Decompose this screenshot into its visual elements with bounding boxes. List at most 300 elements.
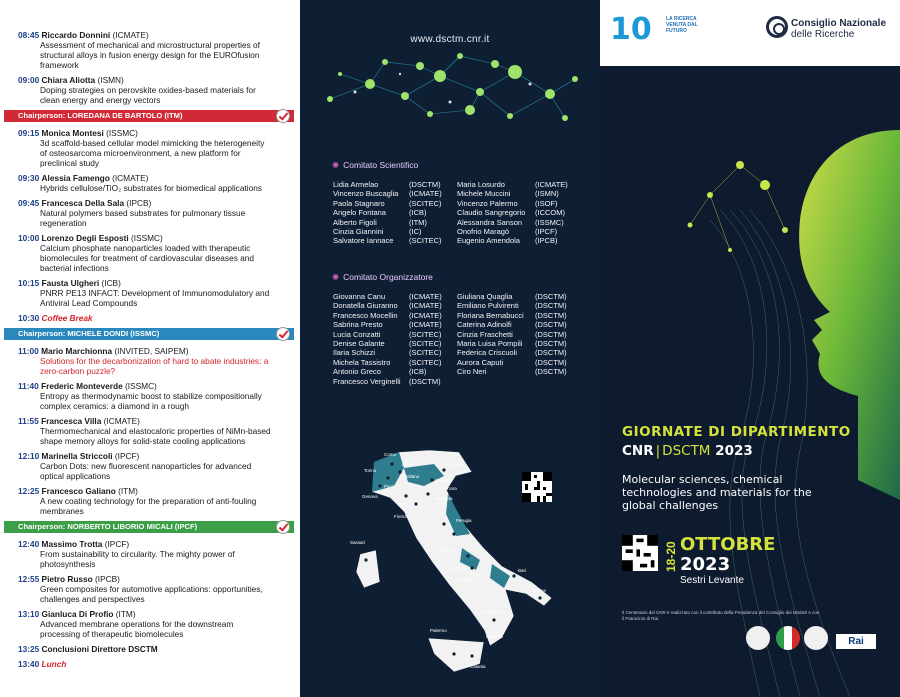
member-name: Cinzia Fraschetti [457,329,513,339]
talk-title-line: 3d scaffold-based cellular model mimicking the heterogeneity [40,138,265,148]
organizing-committee-title: ✺ Comitato Organizzatore [332,272,433,282]
talk-title [18,549,286,569]
talk-item [18,486,286,516]
talk-title-line: challenges and perspectives [40,594,145,604]
partner-emblem-icon [804,626,828,650]
talk-title-line: Antiviral Lead Compounds [40,298,138,308]
member-name: Donatella Giuranno [333,301,398,311]
talk-header [18,233,286,243]
time: 12:10 [18,451,40,461]
speaker-name: Lorenzo Degli Esposti [41,233,129,243]
event-title-line2: CNR | DSCTM 2023 [622,443,753,459]
committee-member [457,227,585,236]
committee-member [457,358,585,367]
member-affiliation: (ICMATE) [409,320,442,330]
svg-text:Portici: Portici [470,572,483,577]
speaker-affiliation: (ISSMC) [125,381,157,391]
qr-code[interactable] [622,535,658,571]
head-silhouette-graphic [600,60,900,697]
committee-member [333,236,461,245]
speaker-name: Gianluca Di Profio [41,609,114,619]
member-affiliation: (DSCTM) [535,348,567,358]
member-affiliation: (ICMATE) [409,292,442,301]
talk-title [18,243,286,273]
column-2 [457,292,585,377]
member-name: Antonio Greco [333,367,381,377]
committee-member [457,208,585,217]
committee-member [457,218,585,227]
member-affiliation: (IC) [409,226,422,236]
member-affiliation: (DSCTM) [535,329,567,339]
member-affiliation: (DSCTM) [535,292,567,301]
svg-text:Genova: Genova [362,494,378,499]
speaker-name: Chiara Aliotta [41,75,96,85]
committee-member [333,180,461,189]
speaker-affiliation: (ICMATE) [103,416,140,426]
member-affiliation: (IPCF) [535,226,558,236]
talk-item [18,75,286,105]
column-1 [333,292,461,386]
talk-title-line: photosynthesis [40,559,96,569]
speaker-affiliation: (ITM) [115,609,136,619]
speaker-affiliation: (ICB) [101,278,121,288]
talk-title-line: From sustainability to circularity. The mighty power of [40,549,235,559]
talk-title [18,496,286,516]
svg-text:Rende (CS): Rende (CS) [482,610,506,615]
member-affiliation: (ICMATE) [409,189,442,199]
svg-text:Forlì: Forlì [438,502,447,507]
committee-member [333,189,461,198]
committee-member [333,367,461,376]
committee-member [457,348,585,357]
committee-member [333,199,461,208]
talk-title-line: processing of therapeutic biomolecules [40,629,184,639]
talk-title-line: Solutions for the decarbonization of hard to abate industries: a [40,356,269,366]
talk-title-line: structural alloys in fusion energy design for the EUROfusion framework [40,50,260,70]
talk-title [18,461,286,481]
committee-member [457,189,585,198]
time: 12:55 [18,574,40,584]
talk-title-line: Entropy as thermodynamic boost to stabilize compositionally [40,391,262,401]
svg-text:Lecce: Lecce [534,588,547,593]
session-block-c [18,346,286,516]
svg-text:Bari: Bari [518,568,527,573]
committee-member [333,227,461,236]
talk-header [18,128,286,138]
coffee-break-label: Coffee Break [41,313,93,323]
program-panel [0,0,300,697]
speaker-name: Monica Montesi [41,128,104,138]
committee-member [333,218,461,227]
member-affiliation: (ISOF) [535,198,558,208]
time: 09:00 [18,75,40,85]
committee-member [333,301,461,310]
speaker-affiliation: (ISSMC) [131,233,163,243]
talk-title [18,288,286,308]
committee-member [333,208,461,217]
member-affiliation: (DSCTM) [535,338,567,348]
member-affiliation: (SCITEC) [409,338,442,348]
time: 12:40 [18,539,40,549]
time: 13:40 [18,659,40,669]
speaker-name: Francesca Della Sala [41,198,125,208]
talk-header [18,381,286,391]
session-block-b [18,128,286,308]
scientific-committee-list [333,180,593,250]
committee-member [457,330,585,339]
member-affiliation: (SCITEC) [409,348,442,358]
committee-member [457,320,585,329]
speaker-name: Alessia Famengo [41,173,110,183]
centenary-tagline: LA RICERCA VENUTA DAL FUTURO [666,16,698,34]
talk-title-line: A new coating technology for the preparation of anti-fouling [40,496,257,506]
lunch-row [18,659,286,669]
column-2 [457,180,585,246]
member-name: Cinzia Giannini [333,226,384,236]
cnr-logo-text: Consiglio Nazionale delle Ricerche [791,18,887,40]
talk-title-line: PNRR PE13 INFACT: Development of Immunomodulatory and [40,288,270,298]
member-affiliation: (ITM) [409,217,427,227]
time: 11:55 [18,416,39,426]
speaker-affiliation: (IPCF) [104,539,130,549]
talk-item [18,173,286,193]
speaker-affiliation: (ITM) [118,486,138,496]
talk-item [18,30,286,70]
talk-item [18,278,286,308]
member-affiliation: (SCITEC) [409,329,442,339]
member-name: Eugenio Amendola [457,236,520,246]
talk-item [18,416,286,446]
qr-code-icon [622,535,658,571]
talk-item [18,381,286,411]
talk-header [18,609,286,619]
scientific-committee-title: ✺ Comitato Scientifico [332,160,419,170]
speaker-affiliation: (ICMATE) [112,173,149,183]
member-name: Francesco Mocellin [333,310,398,320]
qr-code[interactable] [522,472,552,502]
time: 10:15 [18,278,40,288]
qr-code-icon [522,472,552,502]
svg-text:Bologna: Bologna [436,496,453,501]
member-name: Giovanna Canu [333,292,386,301]
svg-text:Milano: Milano [406,474,420,479]
star-icon: ✺ [332,160,340,170]
svg-text:Padova: Padova [436,478,452,483]
talk-title [18,85,286,105]
member-affiliation: (SCITEC) [409,236,442,246]
chairperson-bar-2 [4,328,294,340]
svg-text:Pozzuoli: Pozzuoli [450,566,468,571]
speaker-affiliation: (ISMN) [97,75,124,85]
time: 09:45 [18,198,40,208]
member-name: Maria Luisa Pompili [457,338,523,348]
member-affiliation: (ICB) [409,208,427,218]
organizing-committee-list [333,292,593,388]
event-title: GIORNATE DI DIPARTIMENTO [622,424,851,440]
committee-member [333,377,461,386]
member-affiliation: (DSCTM) [409,180,441,189]
coffee-break-row [18,313,286,323]
cnr100-badge-icon [276,520,290,534]
svg-text:Trieste: Trieste [450,462,464,467]
committee-member [333,358,461,367]
member-name: Angelo Fontana [333,208,386,218]
talk-item [18,609,286,639]
committee-member [457,339,585,348]
talk-title [18,208,286,228]
talk-title [18,619,286,639]
talk-title [18,391,286,411]
time: 12:25 [18,486,40,496]
committees-panel [300,0,600,697]
member-name: Michela Tassistro [333,357,391,367]
talk-title-line: preclinical study [40,158,100,168]
chairperson-bar-3 [4,521,294,533]
member-affiliation: (DSCTM) [535,367,567,377]
talk-title [18,426,286,446]
svg-text:Torino: Torino [364,468,377,473]
member-affiliation: (DSCTM) [535,320,567,330]
member-name: Giuliana Quaglia [457,292,513,301]
talk-title-line: regeneration [40,218,87,228]
member-name: Floriana Bernabucci [457,310,524,320]
talk-header [18,574,286,584]
star-icon: ✺ [332,272,340,282]
speaker-affiliation: (IPCF) [114,451,140,461]
talk-title-line: shape memory alloys for solid-state cooling applications [40,436,246,446]
closing-row [18,644,286,654]
svg-text:Firenze: Firenze [394,514,410,519]
time: 13:10 [18,609,40,619]
talk-title [18,584,286,604]
member-name: Maria Losurdo [457,180,505,189]
committee-member [333,339,461,348]
svg-text:Sassari: Sassari [350,540,366,545]
committee-member [333,330,461,339]
talk-title-line: biomolecules for treatment of cardiovascular diseases and [40,253,254,263]
talk-title [18,183,286,193]
event-venue: Sestri Levante [680,575,744,586]
committee-member [333,292,461,301]
svg-text:Pisa: Pisa [398,502,407,507]
chairperson-label: Chairperson: MICHELE DONDI (ISSMC) [18,329,160,338]
member-affiliation: (ICMATE) [535,180,568,189]
talk-title-line: Thermomechanical and elastocaloric properties of NiMn-based [40,426,271,436]
member-name: Alessandra Sanson [457,217,523,227]
member-affiliation: (IPCB) [535,236,558,246]
talk-title [18,40,286,70]
talk-header [18,278,286,288]
rai-logo: Rai [836,634,876,649]
member-affiliation: (SCITEC) [409,357,442,367]
member-affiliation: (DSCTM) [535,310,567,320]
member-affiliation: (ISSMC) [535,217,564,227]
website-url[interactable]: www.dsctm.cnr.it [410,34,490,45]
member-name: Lucia Conzatti [333,329,381,339]
speaker-name: Mario Marchionna [41,346,113,356]
member-name: Lidia Armelao [333,180,379,189]
committee-member [333,311,461,320]
time: 11:40 [18,381,39,391]
talk-title-line: Advanced membrane operations for the downstream [40,619,234,629]
talk-header [18,346,286,356]
member-name: Denise Galante [333,338,385,348]
talk-item [18,574,286,604]
cnr100-badge-icon [276,327,290,341]
member-name: Vincenzo Palermo [457,198,518,208]
svg-text:Catania: Catania [470,664,486,669]
talk-title-line: Calcium phosphate nanoparticles loaded with therapeutic [40,243,251,253]
speaker-name: Fausta Ulgheri [41,278,100,288]
speaker-name: Riccardo Donnini [41,30,111,40]
chairperson-bar-1 [4,110,294,122]
talk-title-line: optical applications [40,471,111,481]
member-affiliation: (ICB) [409,367,427,377]
svg-text:Lecco: Lecco [402,462,415,467]
member-name: Sabrina Presto [333,320,383,330]
member-affiliation: (ICCOM) [535,208,565,218]
talk-title-line: zero-carbon puzzle? [40,366,116,376]
time: 11:00 [18,346,39,356]
cnr-logo-icon [766,16,788,38]
member-affiliation: (ICMATE) [409,301,442,311]
member-name: Claudio Sangregorio [457,208,526,218]
committee-member [457,199,585,208]
member-name: Ilaria Schizzi [333,348,376,358]
talk-header [18,486,286,496]
closing-label: Conclusioni Direttore DSCTM [41,644,158,654]
svg-text:Napoli: Napoli [458,578,471,583]
event-month: OTTOBRE [680,534,776,555]
lunch-label: Lunch [41,659,67,669]
event-subtitle: Molecular sciences, chemical technologies and materials for the global challenges [622,473,812,512]
speaker-name: Massimo Trotta [41,539,103,549]
member-name: Alberto Figoli [333,217,377,227]
member-name: Federica Criscuoli [457,348,518,358]
member-name: Vincenzo Buscaglia [333,189,399,199]
talk-title-line: membranes [40,506,84,516]
committee-member [457,311,585,320]
session-block-a [18,30,286,105]
time: 13:25 [18,644,40,654]
speaker-name: Frederic Monteverde [41,381,123,391]
talk-title-line: Green composites for automotive applications: opportunities, [40,584,263,594]
member-affiliation: (DSCTM) [535,301,567,311]
talk-title-line: Natural polymers based substrates for pulmonary tissue [40,208,246,218]
talk-header [18,539,286,549]
time: 10:30 [18,313,40,323]
member-name: Onofrio Maragò [457,226,510,236]
member-name: Michele Muccini [457,189,511,199]
talk-title-line: clean energy and energy vectors [40,95,161,105]
svg-text:Messina: Messina [486,634,503,639]
member-affiliation: (ISMN) [535,189,559,199]
speaker-affiliation: (IPCB) [126,198,152,208]
event-dates: 18-20 [664,541,678,572]
committee-member [457,236,585,245]
centenary-logo [610,12,652,47]
speaker-affiliation: (INVITED, SAIPEM) [114,346,189,356]
svg-text:Pavia: Pavia [384,484,396,489]
svg-text:Palermo: Palermo [430,628,447,633]
member-affiliation: (DSCTM) [409,376,441,386]
logo-text: 10 [610,12,652,47]
talk-title-line: Carbon Dots: new fluorescent nanoparticles for advanced [40,461,252,471]
talk-item [18,233,286,273]
svg-text:Perugia: Perugia [456,518,472,523]
speaker-name: Francesca Villa [41,416,102,426]
italian-flag-icon [776,626,800,650]
committee-member [333,348,461,357]
talk-title-line: Hybrids cellulose/TiO₂ substrates for biomedical applications [40,183,262,193]
session-block-d [18,539,286,639]
member-name: Paola Stagnaro [333,198,385,208]
svg-text:Ferrara: Ferrara [442,486,457,491]
talk-title-line: Doping strategies on perovskite oxides-based materials for [40,85,256,95]
svg-text:Roma: Roma [440,548,453,553]
committee-member [457,301,585,310]
cnr100-badge-icon [276,109,290,123]
molecule-network-graphic [310,44,590,129]
svg-text:Como: Como [384,452,397,457]
cover-panel [600,0,900,697]
sponsorship-note: Il Centenario del CNR è realizzato con il contributo della Presidenza del Consiglio dei Ministri e con il Patrocinio di Rai. [622,610,820,621]
talk-title [18,356,286,376]
committee-member [457,292,585,301]
chairperson-label: Chairperson: LOREDANA DE BARTOLO (ITM) [18,111,183,120]
member-name: Caterina Adinolfi [457,320,512,330]
speaker-name: Marinella Striccoli [41,451,113,461]
talk-title-line: Assessment of mechanical and microstructural properties of [40,40,260,50]
member-name: Salvatore Iannace [333,236,394,246]
talk-title-line: of osteosarcoma microenvironment, a new platform for [40,148,241,158]
member-name: Emiliano Pulvirenti [457,301,519,311]
talk-item [18,128,286,168]
committee-member [457,180,585,189]
chairperson-label: Chairperson: NORBERTO LIBORIO MICALI (IPCF) [18,522,198,531]
talk-header [18,198,286,208]
speaker-name: Francesco Galiano [41,486,116,496]
speaker-name: Pietro Russo [41,574,93,584]
speaker-affiliation: (ISSMC) [106,128,138,138]
member-name: Francesco Verginelli [333,376,401,386]
speaker-affiliation: (ICMATE) [112,30,149,40]
time: 09:30 [18,173,40,183]
talk-header [18,416,286,426]
talk-header [18,30,286,40]
column-1 [333,180,461,246]
talk-header [18,451,286,461]
talk-title-line: complex ceramics: a diamond in a rough [40,401,189,411]
talk-item [18,539,286,569]
speaker-affiliation: (IPCB) [95,574,120,584]
committee-member [333,320,461,329]
talk-item [18,346,286,376]
member-affiliation: (SCITEC) [409,198,442,208]
talk-item [18,451,286,481]
government-emblem-icon [746,626,770,650]
talk-header [18,75,286,85]
header-logos-bar [600,0,900,66]
member-affiliation: (DSCTM) [535,357,567,367]
committee-member [457,367,585,376]
member-affiliation: (ICMATE) [409,310,442,320]
time: 09:15 [18,128,40,138]
time: 08:45 [18,30,40,40]
event-year: 2023 [680,554,731,575]
member-name: Ciro Neri [457,367,487,377]
talk-item [18,198,286,228]
